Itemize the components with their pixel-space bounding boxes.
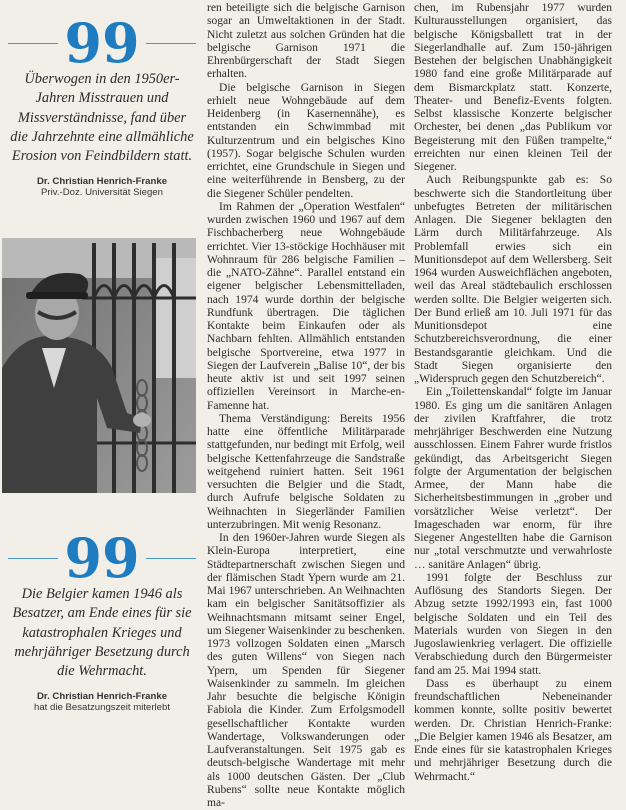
article-paragraph: 1991 folgte der Beschluss zur Auflösung des Standorts Siegen. Der Abzug setzte 1992/1993 ein, fast 1000 belgische Soldaten und ein Teil des Materials wurden von Siegen in den Jugoslawienkrieg verlagert. Die offizielle Verabschiedung durch den Bürgermeister fand am 25. Mai 1994 statt.	[414, 571, 612, 677]
quote-rule-left	[8, 43, 58, 44]
pull-quote-top	[8, 22, 196, 198]
pull-quote-role: Priv.-Doz. Universität Siegen	[41, 187, 163, 199]
quote-rule-left	[8, 558, 58, 559]
article-paragraph: Thema Verständigung: Bereits 1956 hatte eine öffentliche Militärparade stattgefunden, nur bedingt mit Erfolg, weil belgische Kettenfahrzeuge die Sandstraße weitgehend ruiniert hatten. Seit 1961 versuchten die Belgier und die Stadt, durch Aufrufe belgische Soldaten zu Weihnachten in Siegerländer Familien unterzubringen. Mit wenig Resonanz.	[207, 412, 405, 531]
article-paragraph: Die belgische Garnison in Siegen erhielt neue Wohngebäude auf dem Heidenberg (in Kasernennähe), es entstanden ein Schwimmbad mit Kulturzentrum und ein belgisches Kino (1957). Sogar belgische Schulen wurden errichtet, eine Grundschule in Siegen und eine weiterführende in Bensberg, zu der die Siegener Schüler pendelten.	[207, 81, 405, 200]
article-paragraph: Im Rahmen der „Operation Westfalen“ wurden zwischen 1960 und 1967 auf dem Fischbacherberg neue Wohngebäude errichtet. Vier 13-stöckige Hochhäuser mit Wohnraum für 286 belgische Familien – die „NATO-Zähne“. Parallel entstand ein eigener belgischer Lebensmittelladen, nach 1974 wurde dorthin der belgische Rundfunk übertragen. Die täglichen Kontakte beim Einkaufen oder als Nachbarn fehlten. Allmählich entstanden belgische Sportvereine, etwa 1977 in Siegen der Laufverein „Balise 10“, der bis heute aktiv ist und seit 1997 seinen offiziellen Vereinsort in Marche-en-Famenne hat.	[207, 200, 405, 412]
pull-quote-text: Überwogen in den 1950er-Jahren Misstrauen und Missverständnisse, fand über die Jahrzehnte eine allmähliche Erosion von Feindbildern statt.	[10, 71, 194, 165]
article-paragraph: Dass es überhaupt zu einem freundschaftlichen Nebeneinander kommen konnte, sollte positiv bewertet werden. Dr. Christian Henrich-Franke: „Die Belgier kamen 1946 als Besatzer, am Ende eines für sie katastrophalen Krieges und mehrjähriger Besetzung durch die Wehrmacht.“	[414, 677, 612, 783]
article-column-right	[414, 2, 612, 784]
portrait-image	[2, 238, 196, 493]
article-paragraph: In den 1960er-Jahren wurde Siegen als Klein-Europa interpretiert, eine Städtepartnerschaft zwischen Siegen und der flämischen Stadt Ypern wurde am 21. Mai 1967 unterschrieben. An Weihnachten kam ein belgischer Sanitätsoffizier als Weihnachtsmann mitsamt seiner Engel, um Siegener Waisenkinder zu beschenken. 1973 vollzogen Soldaten einen „Marsch des guten Willens“ von Siegen nach Ypern, um Spenden für Siegener Waisenkinder zu sammeln. Im gleichen Jahr besuchte die belgische Königin Fabiola die Kinder. Zum Erfolgsmodell gesellschaftlicher Kontakte wurden Wandertage, Volkswanderungen oder Laufveranstaltungen. Seit 1975 gab es deutsch-belgische Wandertage mit mehr als 1000 deutschen Gästen. Der „Club Rubens“ sollte neue Kontakte möglich ma-	[207, 532, 405, 809]
left-column	[0, 0, 200, 735]
article-paragraph: ren beteiligte sich die belgische Garnison sogar an Umweltaktionen in der Stadt. Nicht zuletzt aus solchen Gründen hat die belgische Garnison 1971 die Ehrenbürgerschaft der Stadt Siegen erhalten.	[207, 2, 405, 81]
portrait-photo	[2, 238, 196, 493]
article-paragraph: Auch Reibungspunkte gab es: So beschwerte sich die Standortleitung über unbefugtes Betreten der militärischen Anlagen. Die Siegener beklagten den Lärm durch Militärfahrzeuge. Als Problemfall erwies sich ein Munitionsdepot auf dem Wellersberg. Seit 1964 wurden Ausweichflächen angeboten, weil das Areal städtebaulich erschlossen werden sollte. Die Belgier weigerten sich. Der Bund erließ am 10. Juli 1971 für das Munitionsdepot eine Schutzbereichsverordnung, die einer Bestandsgarantie gleichkam. Und die Stadt Siegen organisierte den „Widerspruch gegen den Schutzbereich“.	[414, 174, 612, 385]
article-column-middle	[207, 2, 405, 810]
pull-quote-text: Die Belgier kamen 1946 als Besatzer, am Ende eines für sie katastrophalen Krieges und mehrjähriger Besetzung durch die Wehrmacht.	[12, 586, 192, 680]
pull-quote-role: hat die Besatzungszeit miterlebt	[34, 702, 170, 714]
pull-quote-author: Dr. Christian Henrich-Franke	[36, 691, 168, 703]
quote-mark-row	[8, 22, 196, 64]
pull-quote-bottom	[8, 537, 196, 713]
quote-rule-right	[146, 43, 196, 44]
article-paragraph: chen, im Rubensjahr 1977 wurden Kulturausstellungen organisiert, das belgische Königsballett trat in der Siegerlandhalle auf. Zum 150-jährigen Bestehen der belgischen Unabhängigkeit 1980 fand eine große Militärparade auf dem Bismarckplatz statt. Konzerte, Theater- und Benefiz-Events folgten. Selbst klassische Konzerte belgischer Orchester, bei denen „das Publikum vor Begeisterung mit den Füßen trampelte,“ erreichten nur einen kleinen Teil der Siegener.	[414, 2, 612, 173]
quote-mark-row	[8, 537, 196, 579]
article-paragraph: Ein „Toilettenskandal“ folgte im Januar 1980. Es ging um die sanitären Anlagen der zivilen Kraftfahrer, die trotz mehrjähriger Beschwerden eine Nutzung ausschlossen. Einem Fahrer wurde fristlos gekündigt, das Arbeitsgericht Siegen folgte der Argumentation der belgischen Armee, der Mann habe die Sicherheitsbestimmungen in „grober und vorsätzlicher Weise verletzt“. Der Imageschaden war enorm, für ihre Siegener Angestellten habe die Garnison nur „total verschmutzte und verwahrloste … sanitäre Anlagen“ übrig.	[414, 386, 612, 571]
quote-rule-right	[146, 558, 196, 559]
quote-mark-icon: 99	[64, 22, 140, 64]
quote-mark-icon: 99	[64, 537, 140, 579]
pull-quote-author: Dr. Christian Henrich-Franke	[36, 176, 168, 188]
